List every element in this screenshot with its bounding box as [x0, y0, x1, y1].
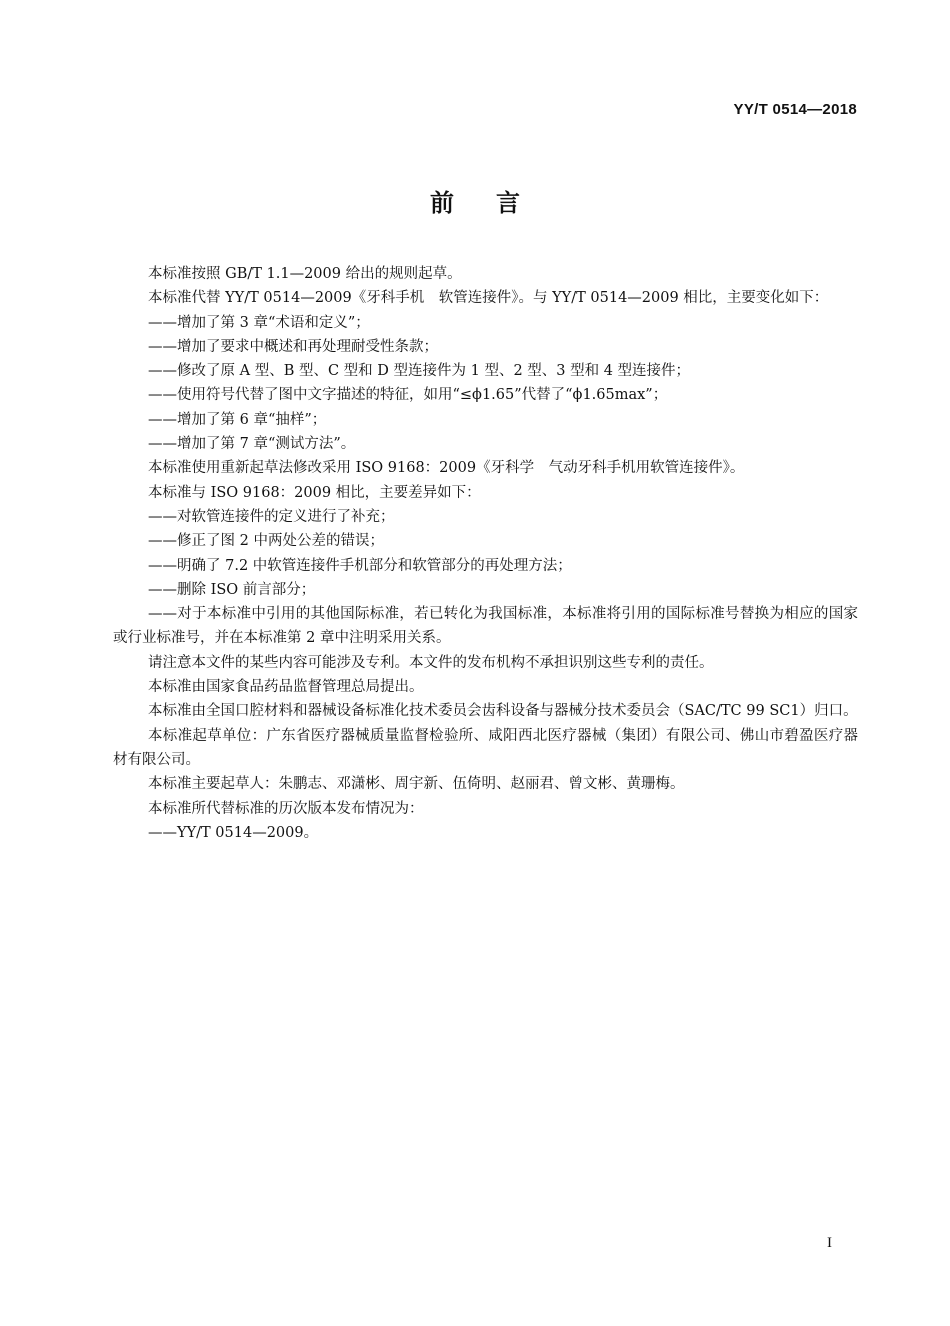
paragraph-previous-editions: 本标准所代替标准的历次版本发布情况为：: [148, 800, 424, 817]
page-title: 前言: [430, 189, 562, 217]
paragraph-under-jurisdiction: 本标准由全国口腔材料和器械设备标准化技术委员会齿科设备与器械分技术委员会（SAC/TC 99 SC1）归口。: [148, 703, 858, 720]
difference-item: ——对软管连接件的定义进行了补充；: [148, 508, 395, 525]
paragraph-replaces: 本标准代替 YY/T 0514—2009《牙科手机 软管连接件》。与 YY/T 0514—2009 相比，主要变化如下：: [148, 290, 829, 307]
foreword-body: [113, 262, 858, 845]
difference-item: ——对于本标准中引用的其他国际标准，若已转化为我国标准，本标准将引用的国际标准号替换为相应的国家或行业标准号，并在本标准第 2 章中注明采用关系。: [113, 606, 858, 647]
paragraph-patent-notice: 请注意本文件的某些内容可能涉及专利。本文件的发布机构不承担识别这些专利的责任。: [148, 654, 714, 671]
previous-edition-item: ——YY/T 0514—2009。: [148, 824, 319, 841]
change-item: ——使用符号代替了图中文字描述的特征，如用“≤ϕ1.65”代替了“ϕ1.65max”；: [148, 387, 668, 404]
change-item: ——增加了第 7 章“测试方法”。: [148, 436, 356, 453]
change-item: ——增加了第 6 章“抽样”；: [148, 411, 327, 428]
difference-item: ——修正了图 2 中两处公差的错误；: [148, 533, 384, 550]
document-code: YY/T 0514—2018: [733, 101, 857, 118]
change-item: ——修改了原 A 型、B 型、C 型和 D 型连接件为 1 型、2 型、3 型和 4 型连接件；: [148, 363, 691, 380]
paragraph-drafting-organizations: 本标准起草单位：广东省医疗器械质量监督检验所、咸阳西北医疗器械（集团）有限公司、佛山市碧盈医疗器材有限公司。: [113, 727, 858, 768]
change-item: ——增加了要求中概述和再处理耐受性条款；: [148, 338, 438, 355]
page-number: I: [827, 1235, 832, 1251]
paragraph-adoption: 本标准使用重新起草法修改采用 ISO 9168：2009《牙科学 气动牙科手机用软管连接件》。: [148, 460, 745, 477]
paragraph-differences: 本标准与 ISO 9168：2009 相比，主要差异如下：: [148, 484, 481, 501]
paragraph-proposed-by: 本标准由国家食品药品监督管理总局提出。: [148, 679, 424, 696]
change-item: ——增加了第 3 章“术语和定义”；: [148, 314, 370, 331]
difference-item: ——删除 ISO 前言部分；: [148, 581, 316, 598]
paragraph-drafters: 本标准主要起草人：朱鹏志、邓潇彬、周宇新、伍倚明、赵丽君、曾文彬、黄珊梅。: [148, 776, 685, 793]
paragraph-drafting-rules: 本标准按照 GB/T 1.1—2009 给出的规则起草。: [148, 266, 462, 282]
difference-item: ——明确了 7.2 中软管连接件手机部分和软管部分的再处理方法；: [148, 557, 572, 574]
